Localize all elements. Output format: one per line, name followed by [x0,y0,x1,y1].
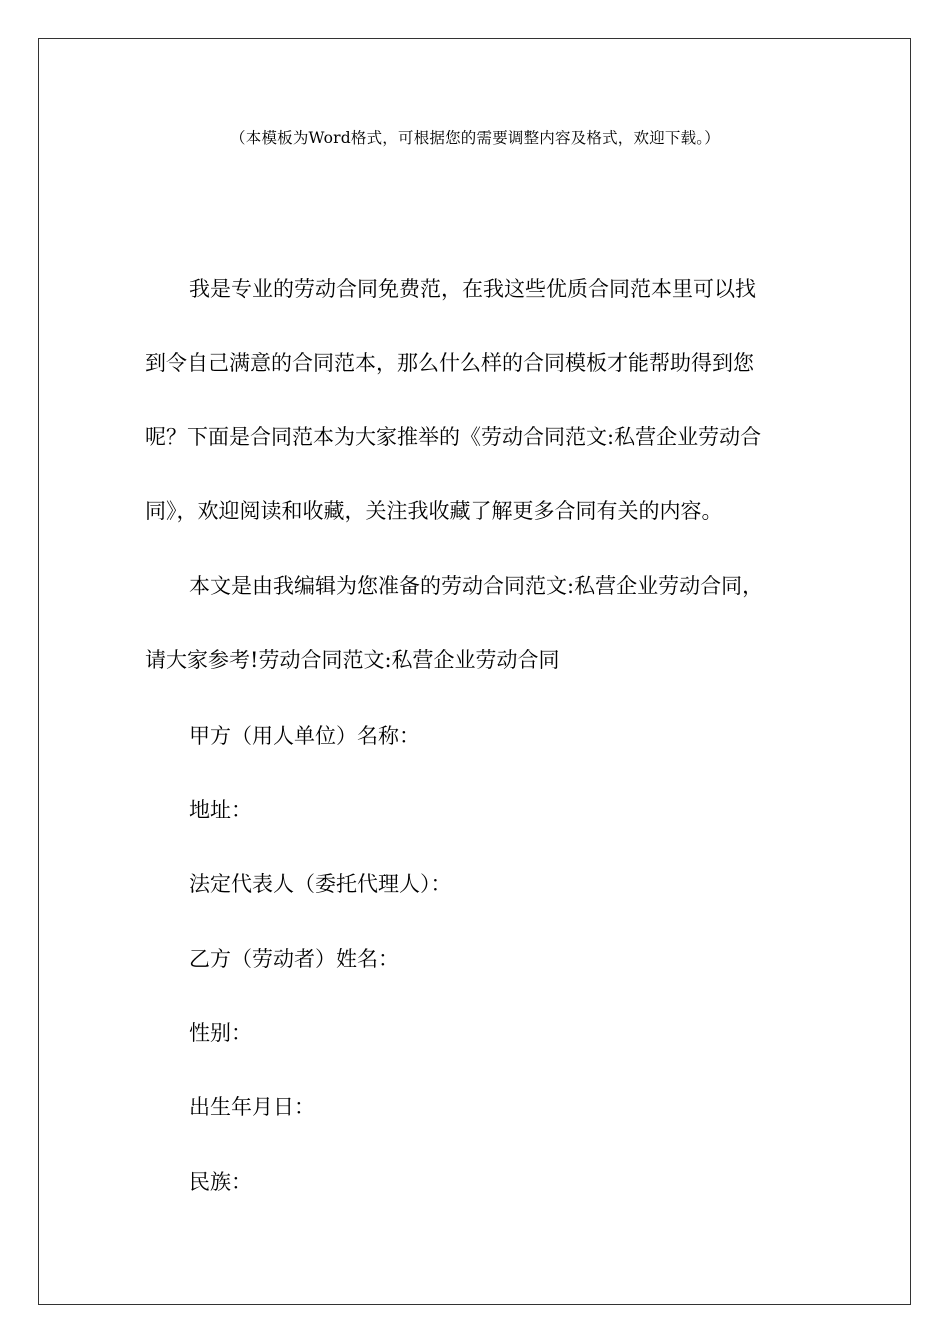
intro-line-3: 呢？下面是合同范本为大家推举的《劳动合同范文:私营企业劳动合 [145,425,762,449]
field-birth-date: 出生年月日： [189,1095,315,1119]
field-legal-rep: 法定代表人（委托代理人）： [189,872,452,896]
editor-line-1: 本文是由我编辑为您准备的劳动合同范文:私营企业劳动合同， [189,574,764,598]
field-ethnicity: 民族： [189,1170,252,1194]
field-party-a-name: 甲方（用人单位）名称： [189,724,420,748]
field-gender: 性别： [189,1021,252,1045]
intro-line-2: 到令自己满意的合同范本，那么什么样的合同模板才能帮助得到您 [145,351,754,375]
field-address: 地址： [189,798,252,822]
template-notice: （本模板为Word格式，可根据您的需要调整内容及格式，欢迎下载。） [230,129,720,147]
intro-line-1: 我是专业的劳动合同免费范，在我这些优质合同范本里可以找 [189,277,756,301]
intro-line-4: 同》，欢迎阅读和收藏，关注我收藏了解更多合同有关的内容。 [145,499,723,523]
field-party-b-name: 乙方（劳动者）姓名： [189,947,399,971]
editor-line-2: 请大家参考!劳动合同范文:私营企业劳动合同 [145,648,560,672]
